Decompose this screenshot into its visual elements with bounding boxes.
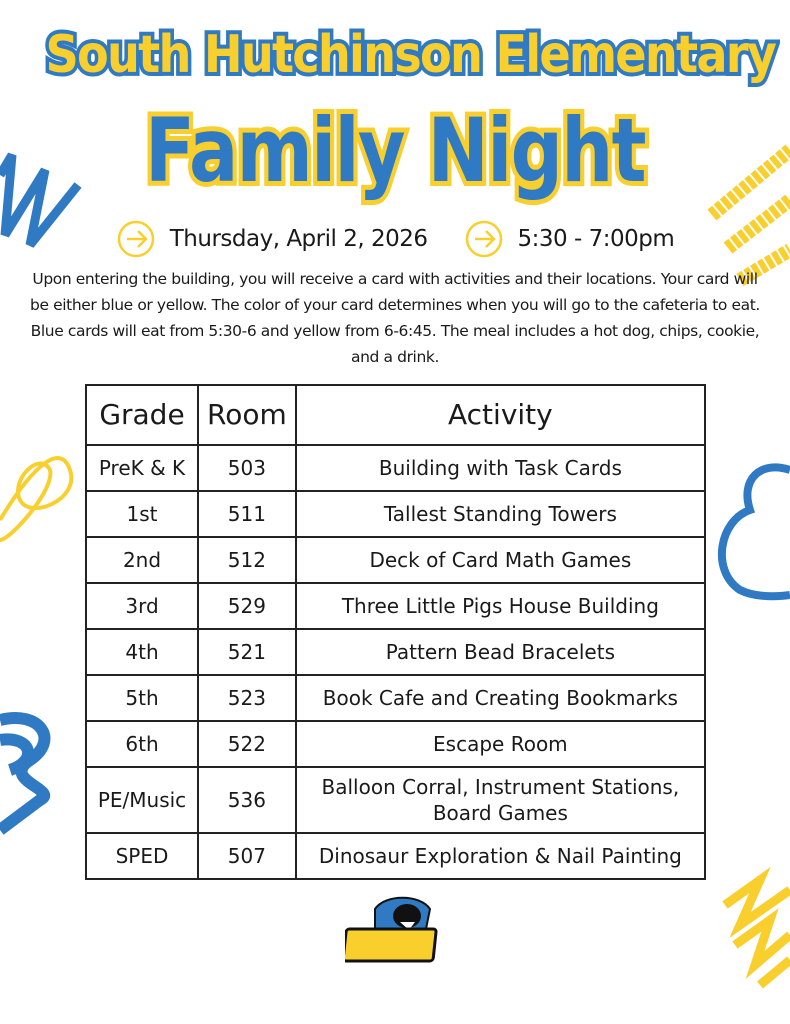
school-name-title: South Hutchinson Elementary	[45, 25, 776, 85]
table-row	[86, 721, 705, 767]
arrow-right-circle-icon	[116, 219, 156, 259]
grade-cell: SPED	[86, 833, 198, 879]
room-cell: 522	[198, 721, 296, 767]
activity-cell: Building with Task Cards	[296, 445, 705, 491]
event-time	[464, 219, 675, 259]
room-cell: 512	[198, 537, 296, 583]
header-activity: Activity	[296, 385, 705, 445]
event-title: Family Night	[145, 99, 645, 202]
room-cell: 536	[198, 767, 296, 833]
grade-cell: 1st	[86, 491, 198, 537]
grade-cell: 6th	[86, 721, 198, 767]
grade-cell: PreK & K	[86, 445, 198, 491]
activity-cell: Dinosaur Exploration & Nail Painting	[296, 833, 705, 879]
grade-cell: 5th	[86, 675, 198, 721]
header-room: Room	[198, 385, 296, 445]
event-info-row	[0, 216, 790, 262]
room-cell: 521	[198, 629, 296, 675]
room-cell: 503	[198, 445, 296, 491]
time-text: 5:30 - 7:00pm	[517, 226, 675, 252]
activity-cell: Deck of Card Math Games	[296, 537, 705, 583]
activity-cell: Tallest Standing Towers	[296, 491, 705, 537]
activity-table	[85, 384, 706, 880]
intro-paragraph: Upon entering the building, you will receive a card with activities and their locations. Your card will be either blue or yellow. The color of your card determines when you will go to the cafeteria to eat. Blue cards will eat from 5:30-6 and yellow from 6-6:45. The meal includes a hot dog, chips, cookie, and a drink.	[30, 270, 760, 366]
table-row	[86, 675, 705, 721]
event-date	[116, 219, 428, 259]
room-cell: 523	[198, 675, 296, 721]
activity-cell: Three Little Pigs House Building	[296, 583, 705, 629]
table-row	[86, 629, 705, 675]
activity-cell: Book Cafe and Creating Bookmarks	[296, 675, 705, 721]
activity-cell: Escape Room	[296, 721, 705, 767]
grade-cell: PE/Music	[86, 767, 198, 833]
table-row	[86, 833, 705, 879]
school-name-row	[0, 20, 790, 98]
date-text: Thursday, April 2, 2026	[169, 226, 428, 252]
table-row	[86, 767, 705, 833]
table-row	[86, 445, 705, 491]
room-cell: 507	[198, 833, 296, 879]
table-row	[86, 491, 705, 537]
header-grade: Grade	[86, 385, 198, 445]
grade-cell: 2nd	[86, 537, 198, 583]
school-logo	[345, 894, 445, 969]
grade-cell: 3rd	[86, 583, 198, 629]
table-header-row	[86, 385, 705, 445]
room-cell: 529	[198, 583, 296, 629]
activity-cell: Pattern Bead Bracelets	[296, 629, 705, 675]
activity-cell: Balloon Corral, Instrument Stations, Board Games	[296, 767, 705, 833]
table-row	[86, 537, 705, 583]
event-title-row	[0, 98, 790, 210]
table-row	[86, 583, 705, 629]
room-cell: 511	[198, 491, 296, 537]
arrow-right-circle-icon	[464, 219, 504, 259]
grade-cell: 4th	[86, 629, 198, 675]
